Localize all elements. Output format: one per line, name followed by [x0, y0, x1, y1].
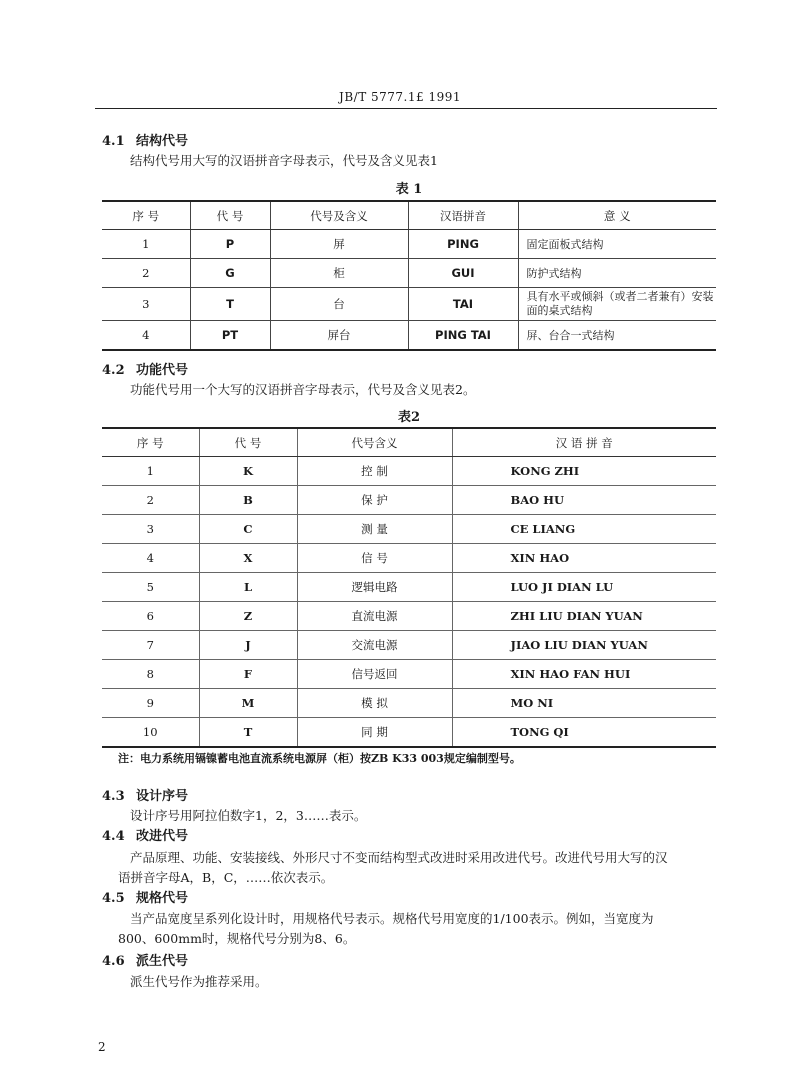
cell-pinyin: GUI: [408, 259, 518, 288]
table-row: [102, 631, 716, 660]
cell-code: T: [199, 718, 297, 748]
section-4-2-heading: [102, 359, 188, 378]
header-divider: [95, 108, 717, 109]
section-4-5-text-line2: 800、600mm时，规格代号分别为8、6。: [118, 931, 356, 946]
col-header-no: 序 号: [102, 201, 190, 230]
table-row: [102, 689, 716, 718]
col-header-pinyin: 汉语拼音: [408, 201, 518, 230]
table-row: [102, 486, 716, 515]
table-row: [102, 515, 716, 544]
cell-code: X: [199, 544, 297, 573]
section-4-6-text: 派生代号作为推荐采用。: [130, 974, 268, 989]
cell-pinyin: BAO HU: [452, 486, 716, 515]
cell-no: 2: [102, 259, 190, 288]
col-header-pinyin: 汉 语 拼 音: [452, 428, 716, 457]
cell-no: 1: [102, 230, 190, 259]
table2-footnote: 注：电力系统用镉镍蓄电池直流系统电源屏（柜）按ZB K33 003规定编制型号。: [118, 752, 521, 765]
col-header-code: 代 号: [190, 201, 270, 230]
table-row: [102, 321, 716, 351]
table-header-row: [102, 201, 716, 230]
table-row: [102, 660, 716, 689]
cell-no: 8: [102, 660, 199, 689]
cell-no: 2: [102, 486, 199, 515]
section-title: 结构代号: [136, 134, 189, 149]
cell-description: 具有水平或倾斜（或者二者兼有）安装面的桌式结构: [518, 288, 716, 321]
cell-no: 10: [102, 718, 199, 748]
section-number: 4.2: [102, 363, 125, 378]
cell-code: M: [199, 689, 297, 718]
cell-meaning: 模 拟: [297, 689, 452, 718]
cell-pinyin: JIAO LIU DIAN YUAN: [452, 631, 716, 660]
table-row: [102, 544, 716, 573]
page-number: 2: [98, 1040, 106, 1054]
section-4-5-heading: [102, 887, 188, 906]
table-row: [102, 457, 716, 486]
col-header-meaning: 代号含义: [297, 428, 452, 457]
cell-meaning: 控 制: [297, 457, 452, 486]
section-4-4-text-line1: 产品原理、功能、安装接线、外形尺寸不变而结构型式改进时采用改进代号。改进代号用大写的汉: [130, 850, 668, 865]
section-number: 4.3: [102, 789, 125, 804]
section-title: 改进代号: [136, 829, 189, 844]
cell-no: 3: [102, 288, 190, 321]
section-number: 4.6: [102, 954, 125, 969]
table-row: [102, 602, 716, 631]
table-row: [102, 230, 716, 259]
section-title: 功能代号: [136, 363, 189, 378]
cell-code: P: [190, 230, 270, 259]
section-title: 派生代号: [136, 954, 189, 969]
table-function-codes: [102, 427, 716, 748]
cell-pinyin: PING TAI: [408, 321, 518, 351]
cell-code: C: [199, 515, 297, 544]
cell-code: J: [199, 631, 297, 660]
cell-meaning: 屏台: [270, 321, 408, 351]
section-number: 4.4: [102, 829, 125, 844]
col-header-no: 序 号: [102, 428, 199, 457]
cell-no: 1: [102, 457, 199, 486]
section-4-2-text: 功能代号用一个大写的汉语拼音字母表示，代号及含义见表2。: [130, 382, 476, 397]
cell-code: PT: [190, 321, 270, 351]
cell-meaning: 信 号: [297, 544, 452, 573]
cell-code: L: [199, 573, 297, 602]
cell-meaning: 台: [270, 288, 408, 321]
cell-pinyin: TONG QI: [452, 718, 716, 748]
col-header-description: 意 义: [518, 201, 716, 230]
cell-description: 防护式结构: [518, 259, 716, 288]
table-row: [102, 259, 716, 288]
cell-pinyin: XIN HAO: [452, 544, 716, 573]
table-row: [102, 288, 716, 321]
cell-no: 5: [102, 573, 199, 602]
section-4-3-text: 设计序号用阿拉伯数字1，2，3……表示。: [130, 808, 367, 823]
cell-description: 固定面板式结构: [518, 230, 716, 259]
cell-no: 4: [102, 321, 190, 351]
cell-code: K: [199, 457, 297, 486]
cell-code: G: [190, 259, 270, 288]
cell-pinyin: ZHI LIU DIAN YUAN: [452, 602, 716, 631]
table1-caption: 表 1: [395, 182, 423, 197]
cell-code: F: [199, 660, 297, 689]
col-header-meaning: 代号及含义: [270, 201, 408, 230]
cell-no: 4: [102, 544, 199, 573]
section-4-5-text-line1: 当产品宽度呈系列化设计时，用规格代号表示。规格代号用宽度的1/100表示。例如，当宽度为: [130, 911, 654, 926]
cell-meaning: 交流电源: [297, 631, 452, 660]
cell-pinyin: MO NI: [452, 689, 716, 718]
document-header: JB/T 5777.1£ 1991: [339, 90, 461, 104]
table2-caption: 表2: [397, 410, 421, 425]
cell-pinyin: XIN HAO FAN HUI: [452, 660, 716, 689]
cell-code: B: [199, 486, 297, 515]
cell-code: T: [190, 288, 270, 321]
section-title: 规格代号: [136, 891, 189, 906]
section-4-3-heading: [102, 785, 188, 804]
cell-meaning: 屏: [270, 230, 408, 259]
cell-pinyin: TAI: [408, 288, 518, 321]
section-title: 设计序号: [136, 789, 189, 804]
table-structure-codes: [102, 200, 716, 351]
cell-pinyin: PING: [408, 230, 518, 259]
table-row: [102, 573, 716, 602]
section-number: 4.5: [102, 891, 125, 906]
table-row: [102, 718, 716, 748]
cell-no: 9: [102, 689, 199, 718]
cell-meaning: 直流电源: [297, 602, 452, 631]
cell-description: 屏、台合一式结构: [518, 321, 716, 351]
table-header-row: [102, 428, 716, 457]
section-4-4-heading: [102, 825, 188, 844]
cell-meaning: 信号返回: [297, 660, 452, 689]
section-4-1-heading: [102, 130, 188, 149]
col-header-code: 代 号: [199, 428, 297, 457]
section-4-4-text-line2: 语拼音字母A，B，C，……依次表示。: [118, 870, 334, 885]
section-number: 4.1: [102, 134, 125, 149]
cell-meaning: 逻辑电路: [297, 573, 452, 602]
cell-pinyin: CE LIANG: [452, 515, 716, 544]
cell-no: 6: [102, 602, 199, 631]
cell-no: 7: [102, 631, 199, 660]
cell-meaning: 同 期: [297, 718, 452, 748]
section-4-6-heading: [102, 950, 188, 969]
cell-meaning: 保 护: [297, 486, 452, 515]
cell-no: 3: [102, 515, 199, 544]
cell-pinyin: KONG ZHI: [452, 457, 716, 486]
cell-pinyin: LUO JI DIAN LU: [452, 573, 716, 602]
cell-meaning: 测 量: [297, 515, 452, 544]
cell-meaning: 柜: [270, 259, 408, 288]
cell-code: Z: [199, 602, 297, 631]
section-4-1-text: 结构代号用大写的汉语拼音字母表示，代号及含义见表1: [130, 153, 438, 168]
